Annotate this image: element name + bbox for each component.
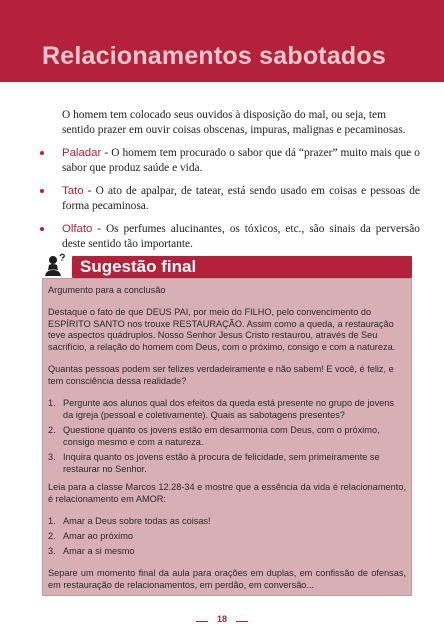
suggestion-reading: Leia para a classe Marcos 12.28-34 e mostre que a essência da vida é relacionamento, é relacionamento em AMOR: <box>48 482 406 504</box>
item-number: 3. <box>48 452 56 462</box>
intro-paragraph: O homem tem colocado seus ouvidos à disposição do mal, ou seja, tem sentido prazer em ouvir coisas obscenas, impuras, malignas e pecaminosas. <box>62 109 406 136</box>
list-item-olfato <box>40 222 420 251</box>
bullet-text: - Os perfumes alucinantes, os tóxicos, etc., são sinais da perversão deste sentido tão importante. <box>62 223 420 250</box>
love-list <box>48 516 406 561</box>
page-footer <box>0 614 444 628</box>
footer-rule-right <box>236 621 248 622</box>
item-text: Amar ao próximo <box>63 531 133 541</box>
list-item <box>48 398 406 421</box>
bullet-text: - O homem tem procurado o sabor que dá “prazer” muito mais que o sabor que produz saúde e vida. <box>62 147 420 174</box>
list-item <box>48 546 406 558</box>
bullet-term: Olfato <box>62 223 93 235</box>
bullet-icon <box>40 189 44 193</box>
bullet-icon <box>40 227 44 231</box>
suggestion-closing: Separe um momento final da aula para orações em duplas, em confissão de ofensas, em restauração de relacionamentos, em perdão, em conversão... <box>48 568 406 590</box>
suggestion-question: Quantas pessoas podem ser felizes verdadeiramente e não sabem! E você, é feliz, e tem consciência dessa realidade? <box>48 364 394 386</box>
suggestion-title-bar <box>72 256 412 278</box>
suggestion-title: Sugestão final <box>80 257 197 276</box>
item-number: 3. <box>48 546 56 556</box>
suggestion-numbered-list <box>48 398 406 479</box>
item-text: Questione quanto os jovens estão em desarmonia com Deus, com o próximo, consigo mesmo e com a natureza. <box>63 425 380 447</box>
page-title: Relacionamentos sabotados <box>42 42 386 70</box>
item-number: 2. <box>48 425 56 435</box>
item-text: Inquira quanto os jovens estão à procura de felicidade, sem primeiramente se restaurar no Senhor. <box>63 452 380 474</box>
list-item-tato <box>40 184 420 213</box>
bullet-term: Tato <box>62 185 84 197</box>
list-item <box>48 452 406 475</box>
suggestion-header <box>42 256 412 278</box>
item-number: 1. <box>48 398 56 408</box>
list-item <box>48 425 406 448</box>
item-text: Amar a si mesmo <box>63 546 135 556</box>
bullet-icon <box>40 151 44 155</box>
item-number: 1. <box>48 516 56 526</box>
bullet-text: - O ato de apalpar, de tatear, está sendo usado em coisas e pessoas de forma pecaminosa. <box>62 185 420 212</box>
suggestion-paragraph: Destaque o fato de que DEUS PAI, por meio do FILHO, pelo convencimento do ESPÍRITO SANTO nos trouxe RESTAURAÇÃO. Assim como a queda, a restauração teve aspectos quádruplos. Nosso Senhor Jesus Cristo restaurou, através de Seu sacrifício, a relação do homem com Deus, com o próximo, consigo e com a natureza. <box>48 307 396 352</box>
senses-list <box>40 146 420 260</box>
page-number: 18 <box>216 614 227 624</box>
list-item <box>48 531 406 543</box>
list-item <box>48 516 406 528</box>
item-text: Pergunte aos alunos qual dos efeitos da queda está presente no grupo de jovens da igreja (pessoal e coletivamente). Quais as sabotagens presentes? <box>63 398 394 420</box>
item-number: 2. <box>48 531 56 541</box>
suggestion-subtitle: Argumento para a conclusão <box>48 285 166 295</box>
footer-rule-left <box>196 621 208 622</box>
item-text: Amar a Deus sobre todas as coisas! <box>63 516 211 526</box>
chess-pawn-icon <box>42 252 66 278</box>
list-item-paladar <box>40 146 420 175</box>
bullet-term: Paladar <box>62 147 102 159</box>
